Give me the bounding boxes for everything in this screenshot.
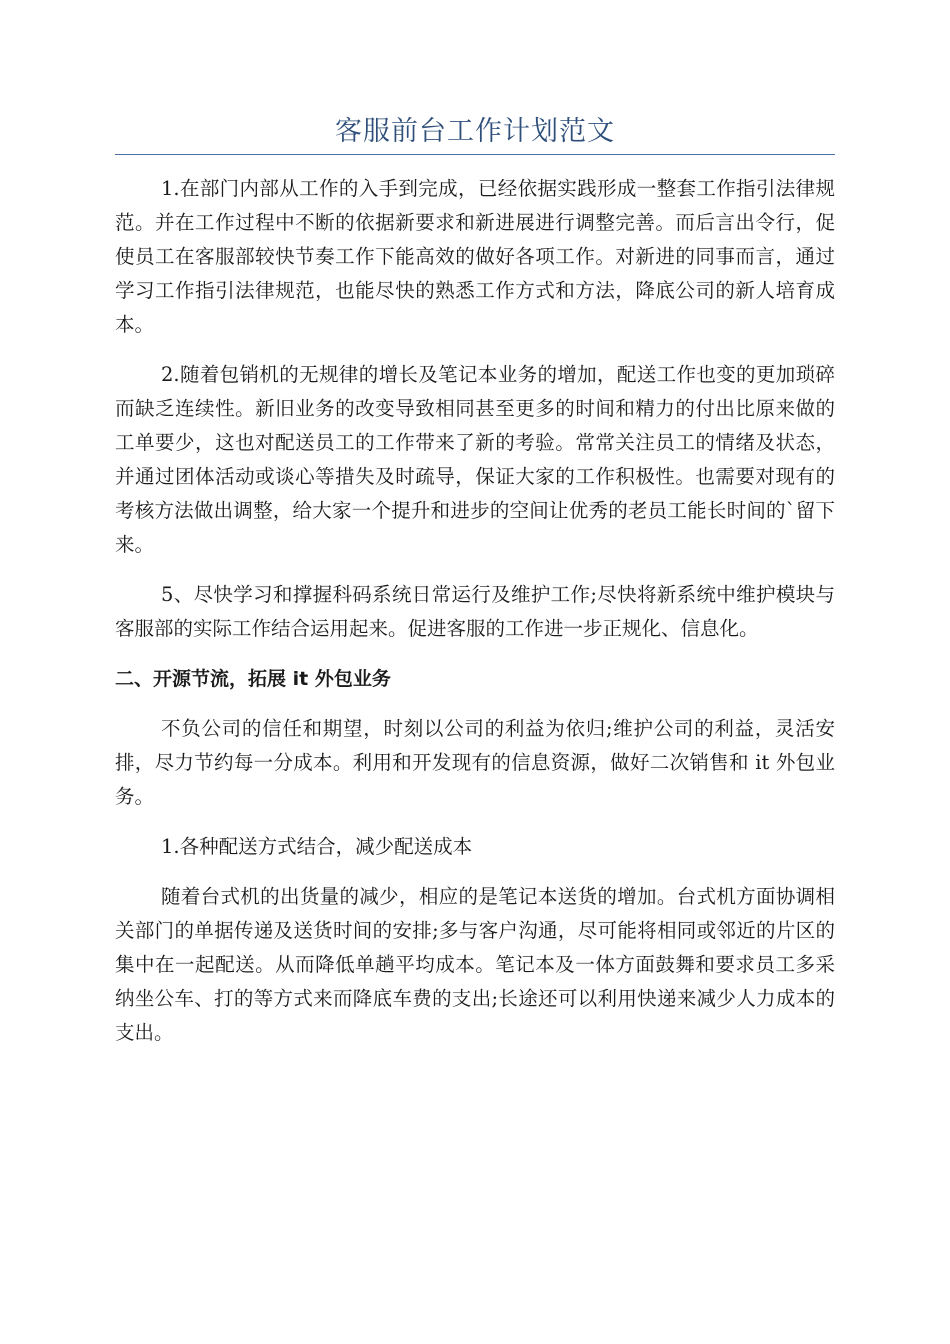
section-paragraph-2: 1.各种配送方式结合，减少配送成本	[161, 835, 473, 858]
paragraph-2: 2.随着包销机的无规律的增长及笔记本业务的增加，配送工作也变的更加琐碎而缺乏连续性。新旧业务的改变导致相同甚至更多的时间和精力的付出比原来做的工单要少，这也对配送员工的工作带来了新的考验。常常关注员工的情绪及状态，并通过团体活动或谈心等措失及时疏导，保证大家的工作积极性。也需要对现有的考核方法做出调整，给大家一个提升和进步的空间让优秀的老员工能长时间的`留下来。	[115, 363, 835, 556]
section-heading: 二、开源节流，拓展 it 外包业务	[115, 668, 391, 690]
section-paragraph-1: 不负公司的信任和期望，时刻以公司的利益为依归;维护公司的利益，灵活安排，尽力节约每一分成本。利用和开发现有的信息资源，做好二次销售和 it 外包业务。	[115, 717, 835, 808]
document-title: 客服前台工作计划范文	[335, 116, 615, 147]
paragraph-3: 5、尽快学习和撑握科码系统日常运行及维护工作;尽快将新系统中维护模块与客服部的实际工作结合运用起来。促进客服的工作进一步正规化、信息化。	[115, 583, 835, 640]
paragraph-1: 1.在部门内部从工作的入手到完成，已经依据实践形成一整套工作指引法律规范。并在工作过程中不断的依据新要求和新进展进行调整完善。而后言出令行，促使员工在客服部较快节奏工作下能高效的做好各项工作。对新进的同事而言，通过学习工作指引法律规范，也能尽快的熟悉工作方式和方法，降底公司的新人培育成本。	[115, 177, 835, 336]
title-underline	[115, 154, 835, 155]
section-paragraph-3: 随着台式机的出货量的减少，相应的是笔记本送货的增加。台式机方面协调相关部门的单据传递及送货时间的安排;多与客户沟通，尽可能将相同或邻近的片区的集中在一起配送。从而降低单趟平均成本。笔记本及一体方面鼓舞和要求员工多采纳坐公车、打的等方式来而降底车费的支出;长途还可以利用快递来减少人力成本的支出。	[115, 885, 835, 1044]
document-body	[115, 172, 835, 1066]
